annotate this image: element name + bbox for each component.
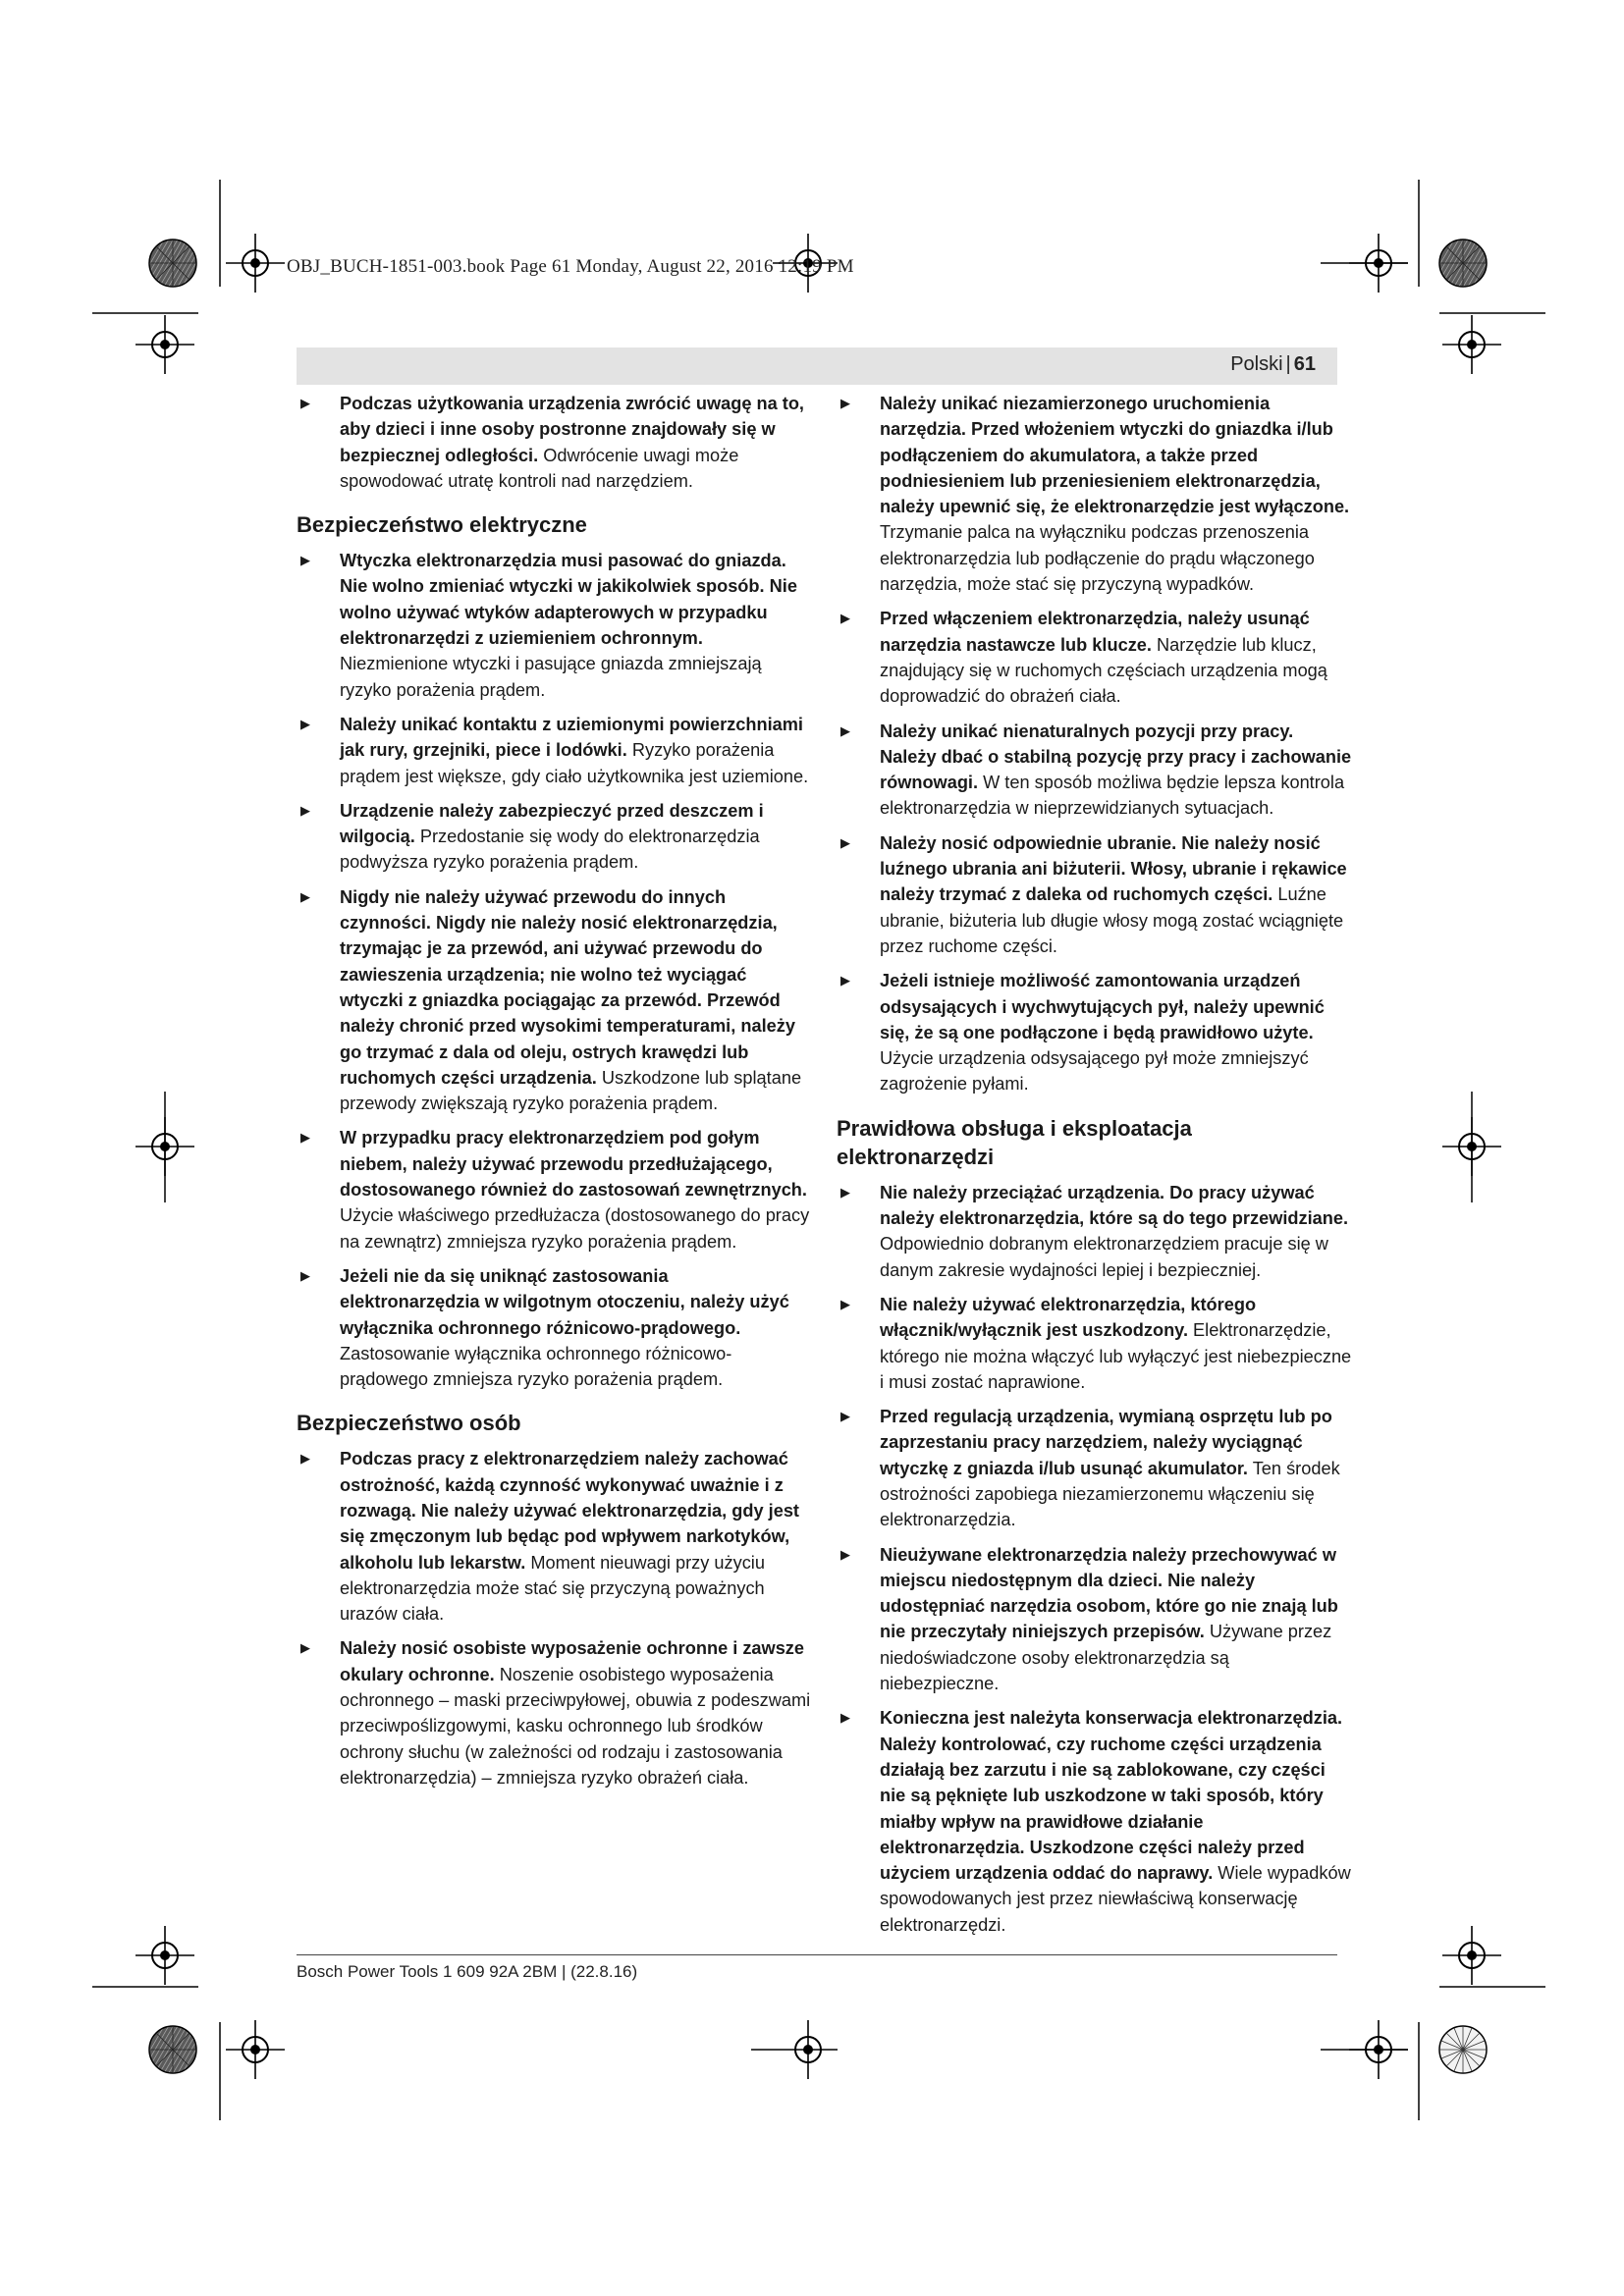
- safety-instruction: [837, 1705, 1352, 1938]
- instruction-text: Elektronarzędzie, którego nie można włączyć lub wyłączyć jest niebezpieczne i musi zostać naprawione.: [880, 1320, 1352, 1392]
- language-label: Polski: [1230, 353, 1283, 375]
- page-number: 61: [1293, 353, 1316, 375]
- instruction-text: Narzędzie lub klucz, znajdujący się w ruchomych częściach urządzenia mogą doprowadzić do obrażeń ciała.: [880, 634, 1327, 707]
- instruction-text: Odwrócenie uwagi może spowodować utratę kontroli nad narzędziem.: [340, 445, 739, 491]
- footer-text: Bosch Power Tools 1 609 92A 2BM | (22.8.16): [297, 1962, 638, 1981]
- bullet-arrow-icon: ▶: [300, 888, 310, 904]
- bullet-arrow-icon: ▶: [300, 553, 310, 568]
- bullet-arrow-icon: ▶: [840, 1546, 850, 1562]
- safety-instruction: [837, 1180, 1352, 1283]
- instruction-bold: Należy unikać kontaktu z uziemionymi powierzchniami jak rury, grzejniki, piece i lodówki.: [340, 714, 803, 761]
- bullet-arrow-icon: ▶: [840, 1184, 850, 1200]
- safety-instruction: [837, 1404, 1352, 1532]
- left-column: [297, 391, 812, 1799]
- page-separator: |: [1285, 353, 1291, 375]
- instruction-text: Odpowiednio dobranym elektronarzędziem pracuje się w danym zakresie wydajności lepiej i bezpieczniej.: [880, 1234, 1328, 1280]
- bullet-arrow-icon: ▶: [300, 716, 310, 731]
- safety-instruction: [297, 548, 812, 703]
- safety-instruction: [297, 391, 812, 494]
- instruction-text: Użycie właściwego przedłużacza (dostosowanego do pracy na zewnątrz) zmniejsza ryzyko porażenia prądem.: [340, 1205, 810, 1252]
- instruction-text: Użycie urządzenia odsysającego pył może zmniejszyć zagrożenie pyłami.: [880, 1048, 1309, 1095]
- bullet-arrow-icon: ▶: [840, 722, 850, 738]
- bullet-arrow-icon: ▶: [840, 834, 850, 850]
- file-header: OBJ_BUCH-1851-003.book Page 61 Monday, August 22, 2016 12:19 PM: [287, 256, 854, 277]
- instruction-bold: Podczas użytkowania urządzenia zwrócić uwagę na to, aby dzieci i inne osoby postronne znajdowały się w bezpiecznej odległości.: [340, 394, 804, 465]
- bullet-arrow-icon: ▶: [300, 1130, 310, 1146]
- bullet-arrow-icon: ▶: [300, 1640, 310, 1656]
- instruction-bold: Nieużywane elektronarzędzia należy przechowywać w miejscu niedostępnym dla dzieci. Nie należy udostępniać narzędzia osobom, które go nie znają lub nie przeczytały niniejszych przepisów.: [880, 1544, 1338, 1642]
- instruction-text: Przedostanie się wody do elektronarzędzia podwyższa ryzyko porażenia prądem.: [340, 827, 760, 873]
- safety-instruction: [297, 884, 812, 1117]
- bullet-arrow-icon: ▶: [840, 611, 850, 626]
- instruction-text: Ten środek ostrożności zapobiega niezamierzonemu włączeniu się elektronarzędzia.: [880, 1458, 1340, 1530]
- bullet-arrow-icon: ▶: [840, 973, 850, 988]
- instruction-text: Noszenie osobistego wyposażenia ochronnego – maski przeciwpyłowej, obuwia z podeszwami przeciwpoślizgowymi, kasku ochronnego lub środków ochrony słuchu (w zależności od rodzaju i zastosowania elektronarzędzia) – zmniejsza ryzyko obrażeń ciała.: [340, 1664, 811, 1788]
- page-header-bar: [297, 347, 1337, 385]
- safety-instruction: [837, 1292, 1352, 1395]
- section-heading: Bezpieczeństwo osób: [297, 1411, 521, 1436]
- instruction-bold: Jeżeli nie da się uniknąć zastosowania elektronarzędzia w wilgotnym otoczeniu, należy użyć wyłącznika ochronnego różnicowo-prądowego.: [340, 1265, 789, 1338]
- instruction-text: Moment nieuwagi przy użyciu elektronarzędzia może stać się przyczyną poważnych urazów ciała.: [340, 1552, 765, 1625]
- safety-instruction: [297, 1635, 812, 1790]
- instruction-text: Ryzyko porażenia prądem jest większe, gdy ciało użytkownika jest uziemione.: [340, 740, 809, 786]
- safety-instruction: [837, 719, 1352, 822]
- bullet-arrow-icon: ▶: [840, 1296, 850, 1311]
- instruction-bold: Konieczna jest należyta konserwacja elektronarzędzia. Należy kontrolować, czy ruchome części urządzenia działają bez zarzutu i nie są zablokowane, czy części nie są pęknięte lub uszkodzone w taki sposób, który miałby wpływ na prawidłowe działanie elektronarzędzia. Uszkodzone części należy przed użyciem urządzenia oddać do naprawy.: [880, 1708, 1343, 1884]
- instruction-bold: Wtyczka elektronarzędzia musi pasować do gniazda. Nie wolno zmieniać wtyczki w jakikolwiek sposób. Nie wolno używać wtyków adapterowych w przypadku elektronarzędzi z uziemieniem ochronnym.: [340, 551, 797, 649]
- instruction-bold: Należy unikać nienaturalnych pozycji przy pracy. Należy dbać o stabilną pozycję przy pracy i zachowanie równowagi.: [880, 721, 1352, 793]
- instruction-text: Uszkodzone lub splątane przewody zwiększają ryzyko porażenia prądem.: [340, 1067, 802, 1114]
- safety-instruction: [297, 798, 812, 876]
- safety-instruction: [297, 712, 812, 789]
- safety-instruction: [297, 1125, 812, 1254]
- section-heading: Prawidłowa obsługa i eksploatacja elektronarzędzi: [837, 1115, 1192, 1169]
- instruction-text: Trzymanie palca na wyłączniku podczas przenoszenia elektronarzędzia lub podłączenie do prądu włączonego narzędzia, może stać się przyczyną wypadków.: [880, 522, 1315, 595]
- safety-instruction: [837, 391, 1352, 597]
- bullet-arrow-icon: ▶: [300, 802, 310, 818]
- instruction-text: Zastosowanie wyłącznika ochronnego różnicowo-prądowego zmniejsza ryzyko porażenia prądem.: [340, 1343, 732, 1390]
- safety-instruction: [837, 606, 1352, 709]
- safety-instruction: [837, 1542, 1352, 1697]
- instruction-bold: Nigdy nie należy używać przewodu do innych czynności. Nigdy nie należy nosić elektronarzędzia, trzymając je za przewód, ani używać przewodu do zawieszenia urządzenia; nie wolno też wyciągać wtyczki z gniazdka pociągając za przewód. Przewód należy chronić przed wysokimi temperaturami, należy go trzymać z dala od oleju, ostrych krawędzi lub ruchomych części urządzenia.: [340, 886, 795, 1088]
- instruction-text: Wiele wypadków spowodowanych jest przez niewłaściwą konserwację elektronarzędzi.: [880, 1863, 1351, 1935]
- right-column: [837, 391, 1352, 1947]
- safety-instruction: [837, 830, 1352, 959]
- footer-rule: [297, 1954, 1337, 1955]
- bullet-arrow-icon: ▶: [840, 1409, 850, 1424]
- instruction-bold: Przed regulacją urządzenia, wymianą osprzętu lub po zaprzestaniu pracy narzędziem, należy wyciągnąć wtyczkę z gniazda i/lub usunąć akumulator.: [880, 1407, 1332, 1478]
- page-label: [1230, 353, 1316, 376]
- safety-instruction: [297, 1446, 812, 1627]
- safety-instruction: [297, 1263, 812, 1392]
- section-heading: Bezpieczeństwo elektryczne: [297, 512, 587, 538]
- instruction-bold: Podczas pracy z elektronarzędziem należy zachować ostrożność, każdą czynność wykonywać uważnie i z rozwagą. Nie należy używać elektronarzędzia, gdy jest się zmęczonym lub będąc pod wpływem narkotyków, alkoholu lub lekarstw.: [340, 1449, 799, 1573]
- bullet-arrow-icon: ▶: [840, 396, 850, 410]
- bullet-arrow-icon: ▶: [300, 396, 310, 410]
- instruction-text: Niezmienione wtyczki i pasujące gniazda zmniejszają ryzyko porażenia prądem.: [340, 654, 762, 700]
- instruction-bold: Nie należy używać elektronarzędzia, którego włącznik/wyłącznik jest uszkodzony.: [880, 1294, 1257, 1341]
- instruction-bold: Urządzenie należy zabezpieczyć przed deszczem i wilgocią.: [340, 800, 764, 847]
- bullet-arrow-icon: ▶: [300, 1451, 310, 1467]
- instruction-bold: W przypadku pracy elektronarzędziem pod gołym niebem, należy używać przewodu przedłużającego, dostosowanego również do zastosowań zewnętrznych.: [340, 1128, 807, 1201]
- instruction-text: W ten sposób możliwa będzie lepsza kontrola elektronarzędzia w nieprzewidzianych sytuacjach.: [880, 773, 1345, 819]
- safety-instruction: [837, 968, 1352, 1096]
- instruction-bold: Należy unikać niezamierzonego uruchomienia narzędzia. Przed włożeniem wtyczki do gniazdka i/lub podłączeniem do akumulatora, a także przed podniesieniem lub przeniesieniem elektronarzędzia, należy upewnić się, że elektronarzędzie jest wyłączone.: [880, 394, 1350, 517]
- instruction-bold: Należy nosić osobiste wyposażenie ochronne i zawsze okulary ochronne.: [340, 1638, 805, 1684]
- instruction-text: Używane przez niedoświadczone osoby elektronarzędzia są niebezpieczne.: [880, 1622, 1332, 1694]
- bullet-arrow-icon: ▶: [840, 1710, 850, 1726]
- instruction-text: Luźne ubranie, biżuteria lub długie włosy mogą zostać wciągnięte przez ruchome części.: [880, 884, 1344, 956]
- instruction-bold: Należy nosić odpowiednie ubranie. Nie należy nosić luźnego ubrania ani biżuterii. Włosy, ubranie i rękawice należy trzymać z daleka od ruchomych części.: [880, 832, 1347, 905]
- instruction-bold: Jeżeli istnieje możliwość zamontowania urządzeń odsysających i wychwytujących pył, należy upewnić się, że są one podłączone i będą prawidłowo użyte.: [880, 971, 1325, 1042]
- instruction-bold: Nie należy przeciążać urządzenia. Do pracy używać należy elektronarzędzia, które są do tego przewidziane.: [880, 1182, 1349, 1229]
- bullet-arrow-icon: ▶: [300, 1267, 310, 1283]
- instruction-bold: Przed włączeniem elektronarzędzia, należy usunąć narzędzia nastawcze lub klucze.: [880, 609, 1310, 655]
